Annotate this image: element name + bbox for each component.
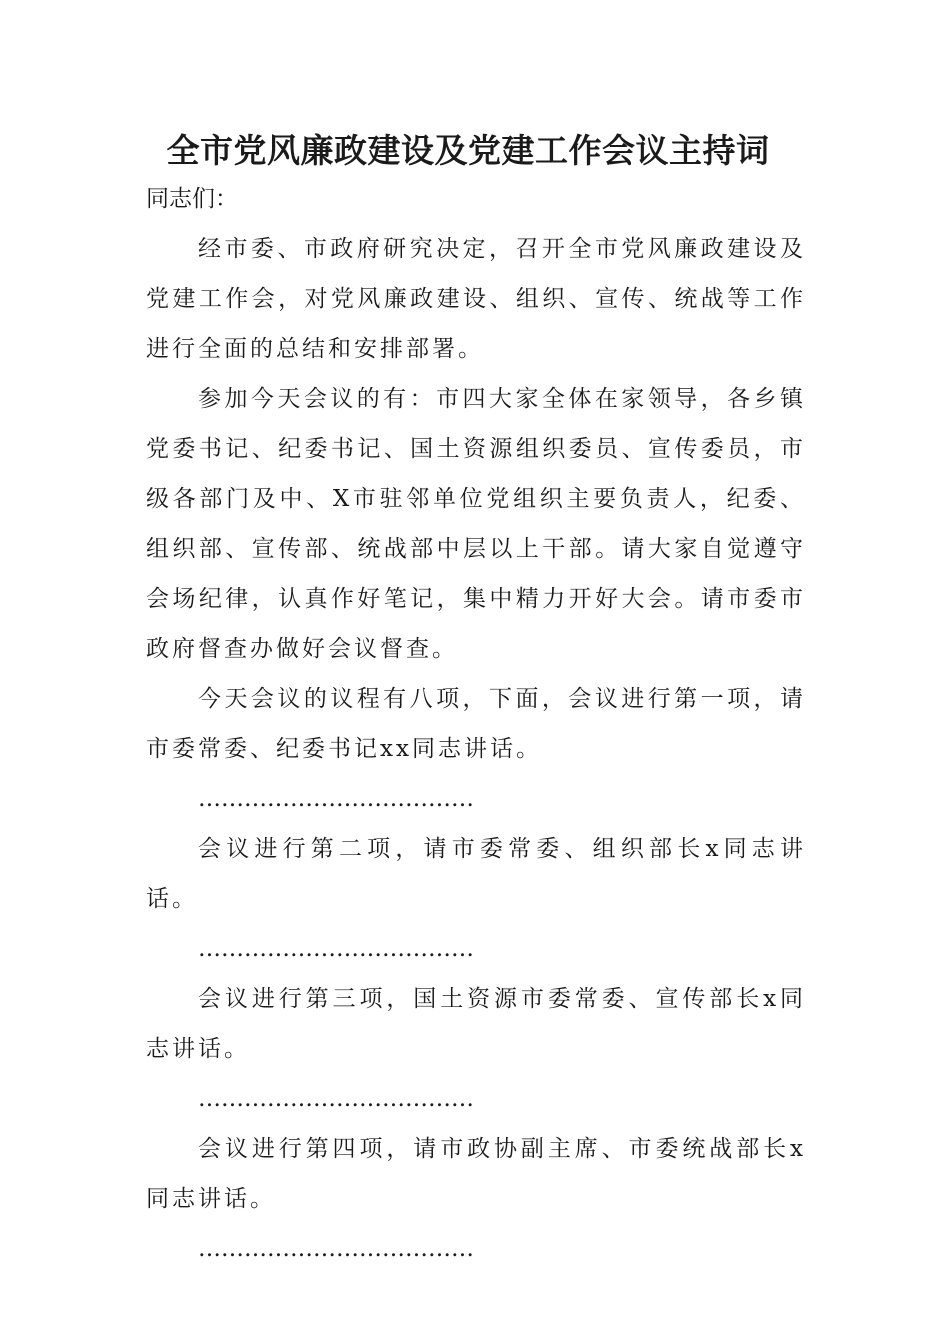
- document-title: 全市党风廉政建设及党建工作会议主持词: [166, 131, 770, 170]
- ellipsis-separator: ………………………………: [198, 786, 474, 812]
- document-page: [146, 128, 806, 1274]
- paragraph-agenda-item-4: 会议进行第四项，请市政协副主席、市委统战部长x同志讲话。: [146, 1136, 806, 1212]
- paragraph-agenda-item-3: 会议进行第三项，国土资源市委常委、宣传部长x同志讲话。: [146, 986, 806, 1062]
- greeting: 同志们：: [146, 186, 238, 212]
- paragraph-agenda-item-1: 今天会议的议程有八项，下面，会议进行第一项，请市委常委、纪委书记xx同志讲话。: [146, 686, 806, 762]
- ellipsis-separator: ………………………………: [198, 1236, 474, 1262]
- paragraph-attendees: 参加今天会议的有：市四大家全体在家领导，各乡镇党委书记、纪委书记、国土资源组织委员、宣传委员，市级各部门及中、X市驻邻单位党组织主要负责人，纪委、组织部、宣传部、统战部中层以上干部。请大家自觉遵守会场纪律，认真作好笔记，集中精力开好大会。请市委市政府督查办做好会议督查。: [146, 386, 806, 662]
- ellipsis-separator: ………………………………: [198, 936, 474, 962]
- ellipsis-separator: ………………………………: [198, 1086, 474, 1112]
- paragraph-intro: 经市委、市政府研究决定，召开全市党风廉政建设及党建工作会，对党风廉政建设、组织、宣传、统战等工作进行全面的总结和安排部署。: [146, 236, 806, 362]
- paragraph-agenda-item-2: 会议进行第二项，请市委常委、组织部长x同志讲话。: [146, 836, 806, 912]
